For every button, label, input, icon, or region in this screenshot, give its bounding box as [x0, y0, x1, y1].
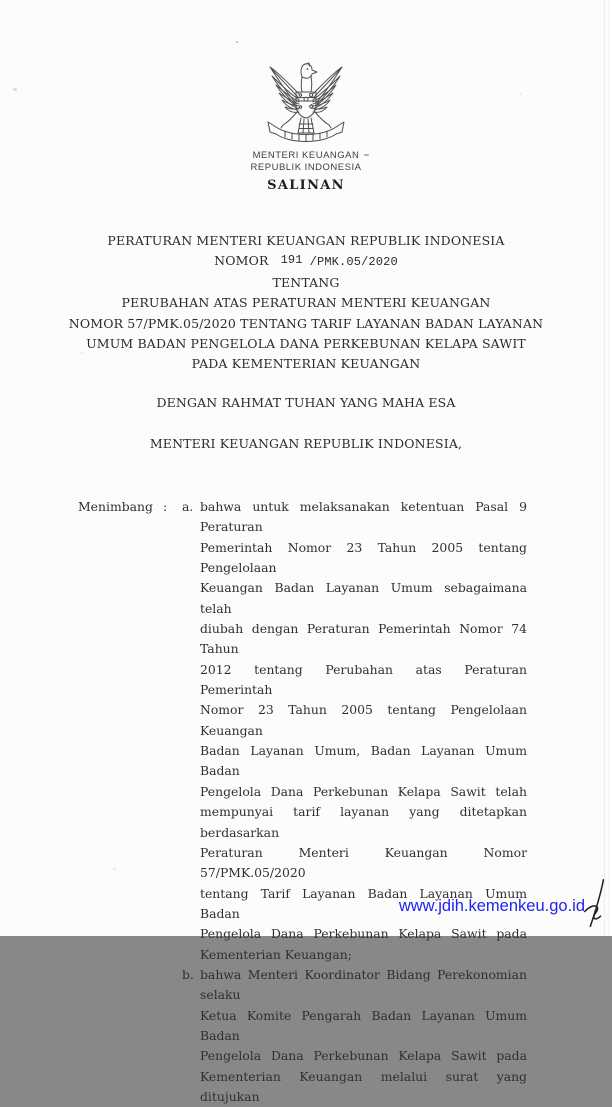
body-line: Pengelola Dana Perkebunan Kelapa Sawit telah — [200, 783, 527, 799]
body-line: diubah dengan Peraturan Pemerintah Nomor 74 Tahun — [200, 621, 527, 657]
body-line: tentang Tarif Layanan Badan Layanan Umum Badan — [200, 885, 527, 921]
scan-speck — [364, 154, 369, 156]
body-line: Ketua Komite Pengarah Badan Layanan Umum Badan — [200, 1007, 527, 1043]
nomor-label: NOMOR — [214, 253, 269, 269]
ministry-name: MENTERI KEUANGAN — [252, 150, 360, 161]
authority-line: MENTERI KEUANGAN REPUBLIK INDONESIA, — [149, 436, 463, 451]
ministry-country: REPUBLIK INDONESIA — [250, 161, 362, 173]
body-line: Keuangan Badan Layanan Umum sebagaimana telah — [200, 580, 527, 616]
invocation-line: DENGAN RAHMAT TUHAN YANG MAHA ESA — [156, 395, 456, 410]
considering-item — [182, 965, 527, 1107]
scan-edge-artifact — [604, 0, 605, 936]
scan-speck — [113, 868, 116, 870]
garuda-pancasila-emblem-icon — [265, 62, 347, 150]
title-subject-line: PERUBAHAN ATAS PERATURAN MENTERI KEUANGAN — [121, 295, 491, 311]
considering-item — [182, 497, 527, 965]
item-text — [200, 965, 527, 1107]
scan-edge-artifact — [608, 0, 609, 936]
scan-speck — [80, 352, 84, 354]
title-subject-line: NOMOR 57/PMK.05/2020 TENTANG TARIF LAYANAN BADAN LAYANAN — [68, 315, 544, 331]
body-line: Pengelola Dana Perkebunan Kelapa Sawit pada — [200, 926, 527, 942]
title-line1: PERATURAN MENTERI KEUANGAN REPUBLIK INDONESIA — [107, 233, 505, 248]
item-marker: a. — [182, 499, 194, 514]
considering-section — [78, 497, 527, 1107]
body-line: Pengelola Dana Perkebunan Kelapa Sawit pada — [200, 1048, 527, 1064]
title-subject — [40, 293, 572, 375]
body-line: Peraturan Menteri Keuangan Nomor 57/PMK.05/2020 — [200, 844, 527, 881]
considering-items — [182, 497, 527, 1107]
body-line: 2012 tentang Perubahan atas Peraturan Pemerintah — [200, 661, 527, 698]
title-tentang: TENTANG — [272, 274, 340, 290]
scan-speck — [520, 93, 522, 95]
ministry-letterhead — [0, 150, 612, 173]
nomor-number: 191 — [280, 253, 303, 268]
scan-speck — [236, 41, 238, 43]
body-line: bahwa untuk melaksanakan ketentuan Pasal 9 Peraturan — [200, 499, 527, 535]
title-nomor-line — [40, 251, 572, 272]
copy-stamp: SALINAN — [267, 178, 345, 193]
nomor-suffix: /PMK.05/2020 — [309, 255, 398, 270]
item-marker: b. — [182, 966, 194, 982]
title-subject-line: UMUM BADAN PENGELOLA DANA PERKEBUNAN KELAPA SAWIT — [86, 336, 526, 352]
body-line: bahwa Menteri Koordinator Bidang Perekonomian selaku — [200, 966, 527, 1003]
body-line: mempunyai tarif layanan yang ditetapkan berdasarkan — [200, 804, 527, 840]
scan-speck — [13, 88, 17, 91]
regulation-title — [40, 231, 572, 375]
considering-label: Menimbang — [78, 499, 153, 514]
handwritten-initial-icon — [581, 877, 609, 931]
body-line: Nomor 23 Tahun 2005 tentang Pengelolaan Keuangan — [200, 702, 527, 738]
item-text — [200, 497, 527, 965]
body-line: Badan Layanan Umum, Badan Layanan Umum Badan — [200, 743, 527, 779]
title-subject-line: PADA KEMENTERIAN KEUANGAN — [191, 356, 421, 372]
body-line: Kementerian Keuangan; — [200, 946, 352, 962]
body-line: Kementerian Keuangan melalui surat yang ditujukan — [200, 1068, 527, 1104]
jdih-watermark-link[interactable]: www.jdih.kemenkeu.go.id — [398, 897, 585, 915]
considering-colon: : — [163, 499, 168, 514]
scan-speck — [263, 896, 266, 898]
body-line: Pemerintah Nomor 23 Tahun 2005 tentang Pengelolaan — [200, 539, 527, 576]
